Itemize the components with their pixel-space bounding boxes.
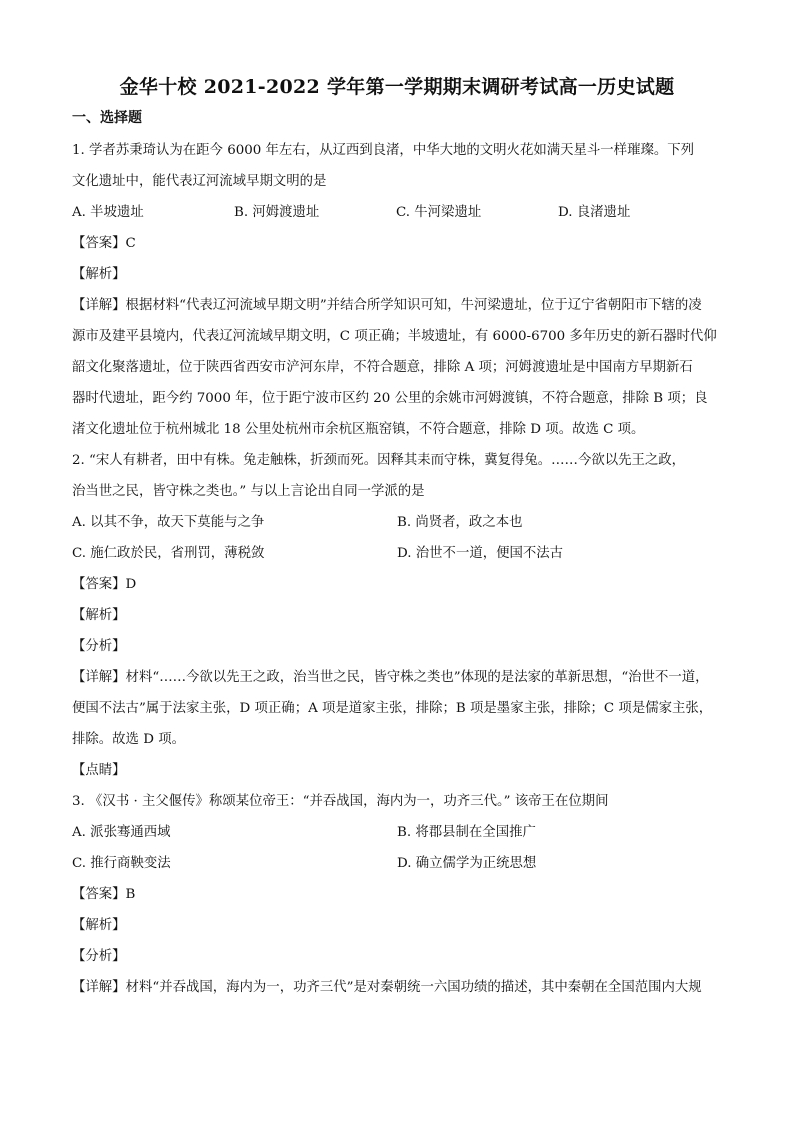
q3-fenxi-label: 【分析】 xyxy=(72,949,126,964)
q3-option-d: D. 确立儒学为正统思想 xyxy=(397,856,537,871)
q2-option-a: A. 以其不争，故天下莫能与之争 xyxy=(72,515,265,530)
q3-analysis-label: 【解析】 xyxy=(72,918,126,933)
q1-detail-line-3: 韶文化聚落遗址，位于陕西省西安市浐河东岸，不符合题意，排除 A 项；河姆渡遗址是中国南方早期新石 xyxy=(72,360,693,375)
q2-options-row-2 xyxy=(72,538,722,569)
q3-answer: 【答案】B xyxy=(72,887,136,902)
question-2 xyxy=(72,445,722,786)
question-3 xyxy=(72,786,722,1003)
q2-options-row-1 xyxy=(72,507,722,538)
question-1 xyxy=(72,135,722,445)
q1-stem-line-1: 1. 学者苏秉琦认为在距今 6000 年左右，从辽西到良渚，中华大地的文明火花如满天星斗一样璀璨。下列 xyxy=(72,143,695,158)
q1-answer: 【答案】C xyxy=(72,236,136,251)
page-title: 金华十校 2021-2022 学年第一学期期末调研考试高一历史试题 xyxy=(119,76,675,98)
q1-detail-line-4: 器时代遗址，距今约 7000 年，位于距宁波市区约 20 公里的余姚市河姆渡镇，不符合题意，排除 B 项；良 xyxy=(72,391,708,406)
q2-option-c: C. 施仁政於民，省刑罚，薄税敛 xyxy=(72,546,265,561)
q1-stem-line-2: 文化遗址中，能代表辽河流域早期文明的是 xyxy=(72,174,327,189)
q2-analysis-label: 【解析】 xyxy=(72,608,126,623)
q2-option-b: B. 尚贤者，政之本也 xyxy=(397,515,523,530)
q1-detail-line-2: 源市及建平县境内，代表辽河流域早期文明，C 项正确；半坡遗址，有 6000-6700 多年历史的新石器时代仰 xyxy=(72,329,717,344)
q2-detail-line-2: 便国不法古”属于法家主张，D 项正确；A 项是道家主张，排除；B 项是墨家主张，排除；C 项是儒家主张， xyxy=(72,701,713,716)
q3-option-a: A. 派张骞通西域 xyxy=(72,825,171,840)
q2-detail-line-1: 【详解】材料“……今欲以先王之政，治当世之民，皆守株之类也”体现的是法家的革新思想，“治世不一道， xyxy=(72,670,709,685)
q1-option-d: D. 良渚遗址 xyxy=(558,205,631,220)
q3-stem-line-1: 3. 《汉书 · 主父偃传》称颂某位帝王：“并吞战国，海内为一，功齐三代。” 该帝王在位期间 xyxy=(72,794,609,809)
q2-answer: 【答案】D xyxy=(72,577,137,592)
q3-option-c: C. 推行商鞅变法 xyxy=(72,856,171,871)
q2-detail-line-3: 排除。故选 D 项。 xyxy=(72,732,185,747)
exam-page xyxy=(72,72,722,1003)
q2-fenxi-label: 【分析】 xyxy=(72,639,126,654)
q2-dianjing-label: 【点睛】 xyxy=(72,763,126,778)
q2-option-d: D. 治世不一道，便国不法古 xyxy=(397,546,564,561)
q1-option-c: C. 牛河梁遗址 xyxy=(396,205,482,220)
q2-stem-line-1: 2. “宋人有耕者，田中有株。兔走触株，折颈而死。因释其耒而守株，冀复得兔。……今欲以先王之政， xyxy=(72,453,686,468)
q1-detail-line-1: 【详解】根据材料“代表辽河流域早期文明”并结合所学知识可知，牛河梁遗址，位于辽宁省朝阳市下辖的凌 xyxy=(72,298,702,313)
section-heading: 一、选择题 xyxy=(72,110,142,126)
q1-options xyxy=(72,197,722,228)
q2-stem-line-2: 治当世之民，皆守株之类也。” 与以上言论出自同一学派的是 xyxy=(72,484,425,499)
q3-option-b: B. 将郡县制在全国推广 xyxy=(397,825,536,840)
q1-analysis-label: 【解析】 xyxy=(72,267,126,282)
q1-detail-line-5: 渚文化遗址位于杭州城北 18 公里处杭州市余杭区瓶窑镇，不符合题意，排除 D 项。故选 C 项。 xyxy=(72,422,645,437)
q3-detail-line-1: 【详解】材料“并吞战国，海内为一，功齐三代”是对秦朝统一六国功绩的描述，其中秦朝在全国范围内大规 xyxy=(72,980,702,995)
q1-option-b: B. 河姆渡遗址 xyxy=(234,205,320,220)
q3-options-row-2 xyxy=(72,848,722,879)
q3-options-row-1 xyxy=(72,817,722,848)
q1-option-a: A. 半坡遗址 xyxy=(72,205,144,220)
